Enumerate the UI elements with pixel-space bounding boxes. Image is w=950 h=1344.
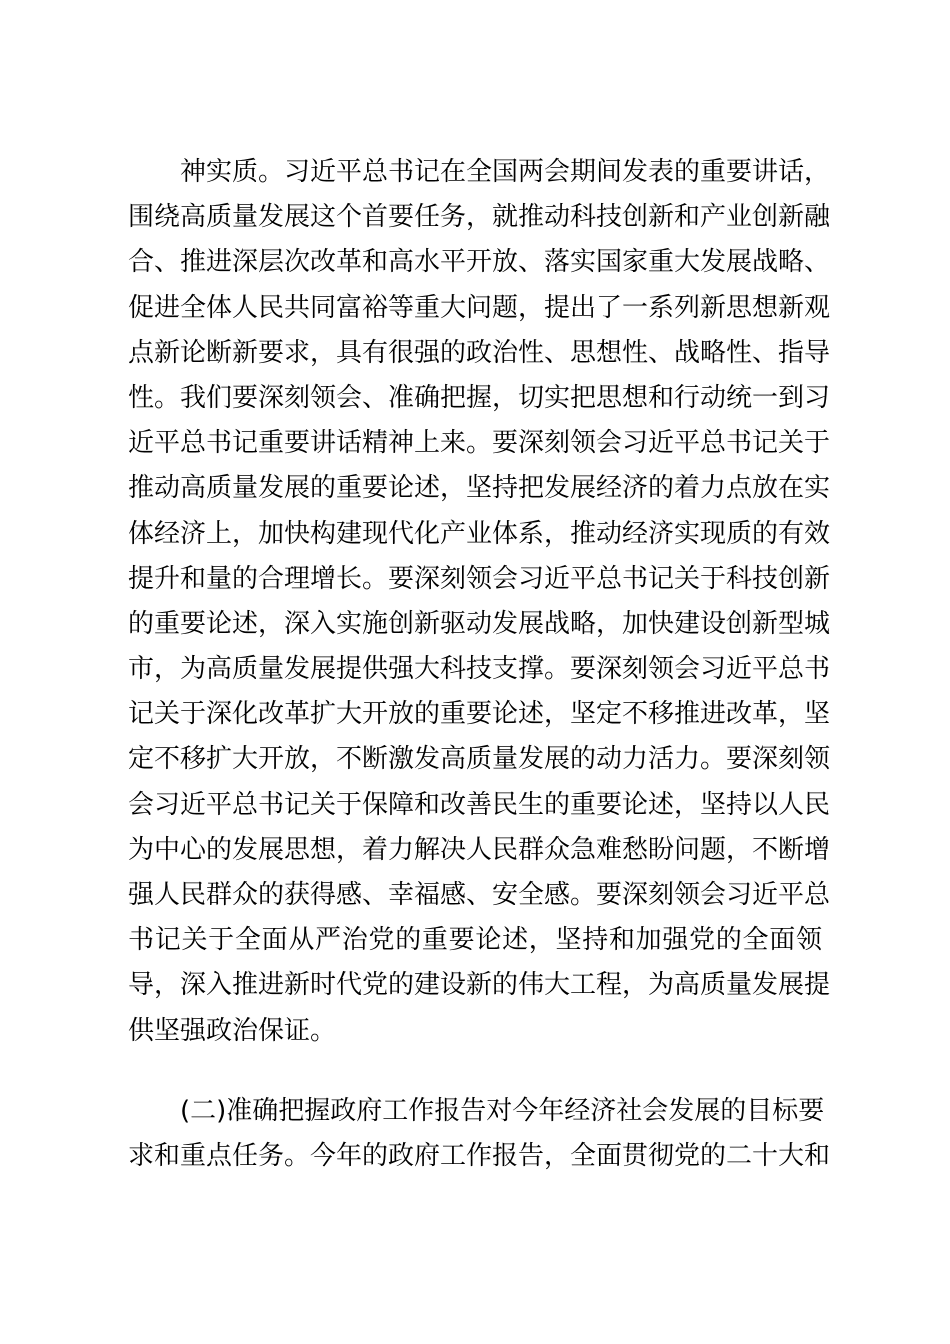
text-line: 推动高质量发展的重要论述，坚持把发展经济的着力点放在实 bbox=[128, 473, 831, 504]
text-line: 求和重点任务。今年的政府工作报告，全面贯彻党的二十大和 bbox=[128, 1141, 831, 1172]
text-line: 的重要论述，深入实施创新驱动发展战略，加快建设创新型城 bbox=[128, 608, 831, 639]
text-line: 会习近平总书记关于保障和改善民生的重要论述，坚持以人民 bbox=[128, 789, 831, 820]
text-line: 为中心的发展思想，着力解决人民群众急难愁盼问题，不断增 bbox=[128, 834, 831, 865]
text-line: 围绕高质量发展这个首要任务，就推动科技创新和产业创新融 bbox=[128, 202, 831, 233]
text-line: 点新论断新要求，具有很强的政治性、思想性、战略性、指导 bbox=[128, 337, 831, 368]
text-line: 导，深入推进新时代党的建设新的伟大工程，为高质量发展提 bbox=[128, 970, 831, 1001]
text-line: 定不移扩大开放，不断激发高质量发展的动力活力。要深刻领 bbox=[128, 744, 831, 775]
text-line: 神实质。习近平总书记在全国两会期间发表的重要讲话， bbox=[180, 157, 831, 187]
paragraph-2 bbox=[128, 1089, 831, 1179]
text-line: 书记关于全面从严治党的重要论述，坚持和加强党的全面领 bbox=[128, 925, 822, 956]
text-line: 提升和量的合理增长。要深刻领会习近平总书记关于科技创新 bbox=[128, 563, 831, 594]
text-line: (二)准确把握政府工作报告对今年经济社会发展的目标要 bbox=[180, 1096, 825, 1126]
text-line: 体经济上，加快构建现代化产业体系，推动经济实现质的有效 bbox=[128, 518, 831, 549]
text-line: 强人民群众的获得感、幸福感、安全感。要深刻领会习近平总 bbox=[128, 880, 831, 910]
text-line: 供坚强政治保证。 bbox=[128, 1015, 337, 1046]
paragraph-1 bbox=[128, 150, 831, 1054]
text-line: 促进全体人民共同富裕等重大问题，提出了一系列新思想新观 bbox=[128, 292, 831, 323]
text-line: 近平总书记重要讲话精神上来。要深刻领会习近平总书记关于 bbox=[128, 428, 831, 459]
text-line: 性。我们要深刻领会、准确把握，切实把思想和行动统一到习 bbox=[128, 382, 831, 413]
text-line: 合、推进深层次改革和高水平开放、落实国家重大发展战略、 bbox=[128, 247, 831, 278]
text-line: 市，为高质量发展提供强大科技支撑。要深刻领会习近平总书 bbox=[128, 654, 831, 685]
text-line: 记关于深化改革扩大开放的重要论述，坚定不移推进改革，坚 bbox=[128, 699, 831, 730]
